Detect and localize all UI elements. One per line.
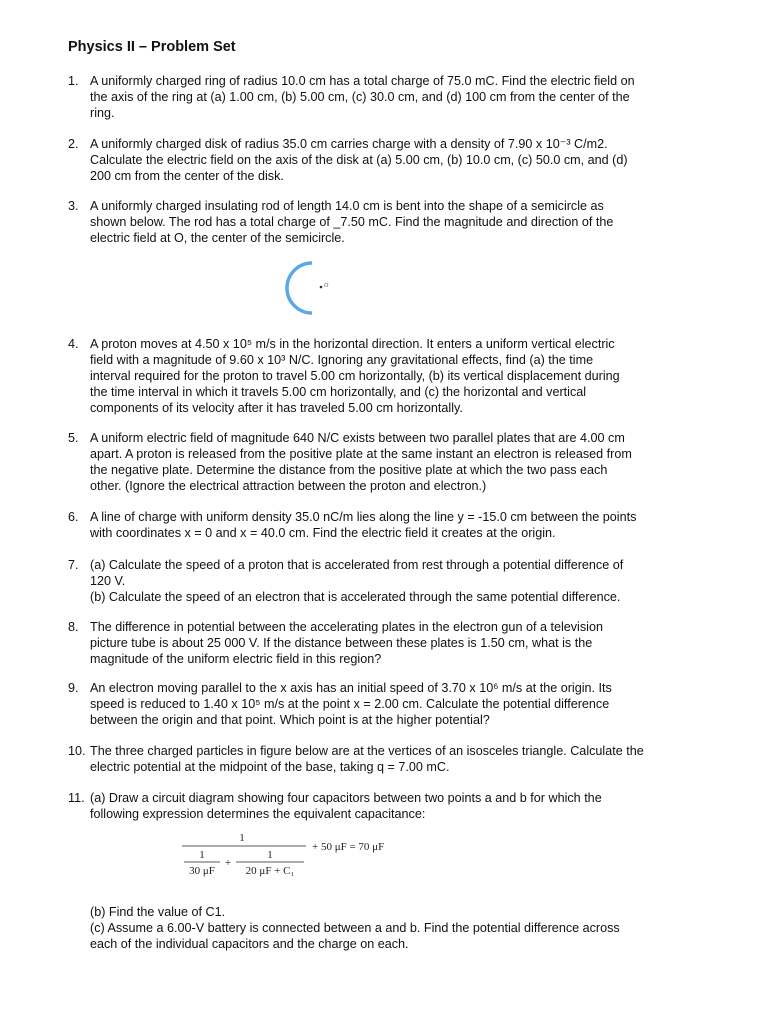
eq-tail: + 50 μF = 70 μF (312, 841, 385, 853)
problem-text (90, 557, 730, 605)
problem-line: A uniform electric field of magnitude 640 N/C exists between two parallel plates that are 4.00 cm (90, 431, 625, 445)
problem-line: the time interval in which it travels 5.00 cm horizontally, and (c) the horizontal and vertical (90, 385, 587, 399)
capacitance-equation (180, 832, 440, 882)
problem-line: picture tube is about 25 000 V. If the distance between these plates is 1.50 cm, what is the (90, 636, 593, 650)
problem-text (90, 790, 730, 822)
eq-left-one: 1 (199, 849, 205, 861)
problem-line: A uniformly charged disk of radius 35.0 cm carries charge with a density of 7.90 x 10⁻³ C/m2. (90, 137, 608, 151)
problem-text (90, 336, 730, 416)
problem-line: 120 V. (90, 574, 126, 588)
center-point (320, 286, 323, 289)
problem-line: electric field at O, the center of the semicircle. (90, 231, 345, 245)
problem-line: speed is reduced to 1.40 x 10⁵ m/s at the point x = 2.00 cm. Calculate the potential difference (90, 697, 610, 711)
problem-text (90, 680, 730, 728)
problem-line: shown below. The rod has a total charge of _7.50 mC. Find the magnitude and direction of the (90, 215, 614, 229)
problem-line: the negative plate. Determine the distance from the positive plate at which the two pass each (90, 463, 608, 477)
problem-line: 200 cm from the center of the disk. (90, 169, 284, 183)
problem-line: A uniformly charged ring of radius 10.0 cm has a total charge of 75.0 mC. Find the electric field on (90, 74, 635, 88)
problem-line: (b) Calculate the speed of an electron that is accelerated through the same potential difference. (90, 590, 621, 604)
problem-number: 2. (68, 137, 79, 151)
problem-line: The three charged particles in figure below are at the vertices of an isosceles triangle. Calculate the (90, 744, 644, 758)
eq-top-one: 1 (239, 832, 245, 844)
problem-line: each of the individual capacitors and the charge on each. (90, 937, 409, 951)
center-label: O (324, 283, 329, 289)
problem-number: 6. (68, 510, 79, 524)
eq-left-denominator: 30 μF (189, 865, 215, 877)
problem-line: A uniformly charged insulating rod of length 14.0 cm is bent into the shape of a semicircle as (90, 199, 604, 213)
eq-right-one: 1 (267, 849, 273, 861)
problem-line: other. (Ignore the electrical attraction between the proton and electron.) (90, 479, 487, 493)
problem-line: Calculate the electric field on the axis of the disk at (a) 5.00 cm, (b) 10.0 cm, (c) 50.0 cm, and (d) (90, 153, 628, 167)
problem-line: apart. A proton is released from the positive plate at the same instant an electron is released from (90, 447, 632, 461)
problem-line: (a) Draw a circuit diagram showing four capacitors between two points a and b for which the (90, 791, 602, 805)
problem-line: (b) Find the value of C1. (90, 905, 226, 919)
problem-line: field with a magnitude of 9.60 x 10³ N/C. Ignoring any gravitational effects, find (a) the time (90, 353, 594, 367)
problem-text (90, 743, 730, 775)
problem-line: between the origin and that point. Which point is at the higher potential? (90, 713, 490, 727)
problem-text (90, 619, 730, 667)
problem-line: A proton moves at 4.50 x 10⁵ m/s in the horizontal direction. It enters a uniform vertical electric (90, 337, 615, 351)
eq-plus: + (224, 857, 232, 869)
problem-text (90, 73, 730, 121)
eq-right-denominator: 20 μF + C₁ (245, 865, 295, 877)
problem-line: (a) Calculate the speed of a proton that is accelerated from rest through a potential difference of (90, 558, 624, 572)
problem-line: interval required for the proton to travel 5.00 cm horizontally, (b) its vertical displacement during (90, 369, 620, 383)
problem-line: magnitude of the uniform electric field in this region? (90, 652, 382, 666)
problem-number: 11. (68, 791, 85, 805)
semicircle-rod (287, 263, 312, 313)
page-title: Physics II – Problem Set (68, 39, 236, 55)
problem-line: A line of charge with uniform density 35.0 nC/m lies along the line y = -15.0 cm between the points (90, 510, 637, 524)
problem-line: with coordinates x = 0 and x = 40.0 cm. Find the electric field it creates at the origin. (90, 526, 556, 540)
problem-line: The difference in potential between the accelerating plates in the electron gun of a television (90, 620, 603, 634)
problem-number: 10. (68, 744, 86, 758)
problem-line: following expression determines the equivalent capacitance: (90, 807, 426, 821)
problem-line: electric potential at the midpoint of the base, taking q = 7.00 mC. (90, 760, 450, 774)
problem-number: 5. (68, 431, 79, 445)
problem-line: An electron moving parallel to the x axis has an initial speed of 3.70 x 10⁶ m/s at the origin. Its (90, 681, 612, 695)
problem-number: 4. (68, 337, 79, 351)
problem-text (90, 904, 730, 952)
problem-line: components of its velocity after it has traveled 5.00 cm horizontally. (90, 401, 463, 415)
problem-number: 3. (68, 199, 79, 213)
problem-text (90, 509, 730, 541)
problem-text (90, 430, 730, 494)
problem-number: 1. (68, 74, 79, 88)
problem-line: ring. (90, 106, 115, 120)
problem-text (90, 136, 730, 184)
problem-number: 8. (68, 620, 79, 634)
problem-number: 7. (68, 558, 79, 572)
problem-line: the axis of the ring at (a) 1.00 cm, (b) 5.00 cm, (c) 30.0 cm, and (d) 100 cm from the center of the (90, 90, 630, 104)
problem-text (90, 198, 730, 246)
problem-number: 9. (68, 681, 79, 695)
semicircle-figure (282, 258, 342, 318)
problem-line: (c) Assume a 6.00-V battery is connected between a and b. Find the potential difference across (90, 921, 620, 935)
